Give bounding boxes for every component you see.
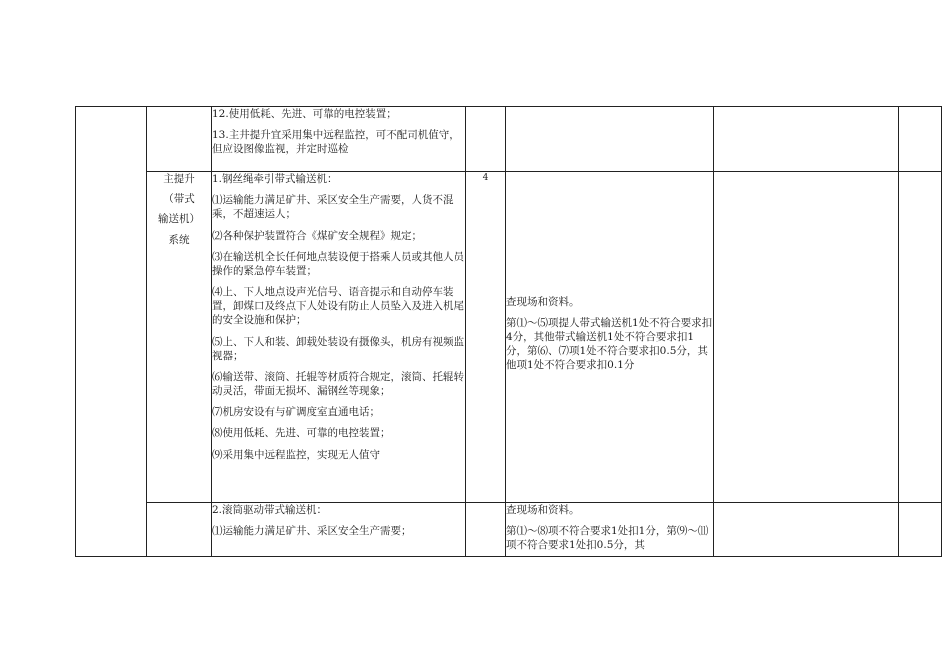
score-cell — [466, 172, 506, 503]
requirements-cell — [212, 503, 466, 557]
empty-cell — [714, 107, 899, 172]
requirement-item: ⑵各种保护装置符合《煤矿安全规程》规定； — [212, 229, 422, 242]
table-row — [76, 107, 942, 172]
table-row — [76, 172, 942, 503]
requirement-item: 12.使用低耗、先进、可靠的电控装置； — [212, 108, 397, 120]
requirement-item: ⑺机房安设有与矿调度室直通电话； — [212, 406, 380, 419]
empty-cell — [899, 503, 942, 557]
empty-cell — [76, 107, 147, 557]
score-cell — [466, 503, 506, 557]
category-label: 输送机） — [158, 213, 200, 226]
requirement-item: ⑹输送带、滚筒、托辊等材质符合规定，滚筒、托辊转动灵活，带面无损坏、漏钢丝等现象； — [212, 370, 464, 398]
category-cell — [147, 107, 212, 172]
empty-cell — [899, 172, 942, 503]
score-value: 4 — [482, 173, 489, 183]
method-cell — [506, 503, 714, 557]
empty-cell — [899, 107, 942, 172]
method-text: 第⑴～⑻项不符合要求1处扣1分，第⑼～⑾项不符合要求1处扣0.5分，其 — [506, 525, 709, 552]
empty-cell — [714, 503, 899, 557]
standard-table — [75, 106, 942, 557]
requirement-item: ⑼采用集中远程监控，实现无人值守 — [212, 448, 380, 461]
method-cell — [506, 107, 714, 172]
method-text: 查现场和资料。 — [506, 504, 580, 516]
method-cell — [506, 172, 714, 503]
requirement-item: ⑻使用低耗、先进、可靠的电控装置； — [212, 427, 391, 440]
requirement-item: 13.主井提升宜采用集中远程监控，可不配司机值守，但应设图像监视，并定时巡检 — [212, 129, 460, 156]
score-cell — [466, 107, 506, 172]
requirement-item: ⑴运输能力满足矿井、采区安全生产需要； — [212, 525, 412, 538]
requirement-item: ⑷上、下人地点设声光信号、语音提示和自动停车装置，卸煤口及终点下人处设有防止人员坠入及进入机尾的安全设施和保护； — [212, 286, 464, 327]
empty-cell — [714, 172, 899, 503]
category-cell — [147, 172, 212, 503]
method-text: 第⑴～⑸项提人带式输送机1处不符合要求扣4分，其他带式输送机1处不符合要求扣1分，第⑹、⑺项1处不符合要求扣0.5分，其他项1处不符合要求扣0.1分 — [506, 316, 713, 372]
table-row — [76, 503, 942, 557]
category-label: 系统 — [168, 233, 190, 246]
requirements-cell — [212, 172, 466, 503]
category-cell — [147, 503, 212, 557]
category-label: （带式 — [163, 193, 195, 206]
category-label: 主提升 — [163, 173, 195, 185]
requirement-item: ⑴运输能力满足矿井、采区安全生产需要，人货不混乘，不超速运人； — [212, 194, 454, 221]
requirement-item: ⑸上、下人和装、卸载处装设有摄像头，机房有视频监视器； — [212, 335, 464, 362]
requirements-cell — [212, 107, 466, 172]
requirement-item: 2.滚筒驱动带式输送机： — [212, 504, 328, 516]
requirement-item: 1.钢丝绳牵引带式输送机： — [212, 173, 338, 185]
method-text: 查现场和资料。 — [506, 295, 580, 308]
requirement-item: ⑶在输送机全长任何地点装设便于搭乘人员或其他人员操作的紧急停车装置； — [212, 250, 464, 277]
